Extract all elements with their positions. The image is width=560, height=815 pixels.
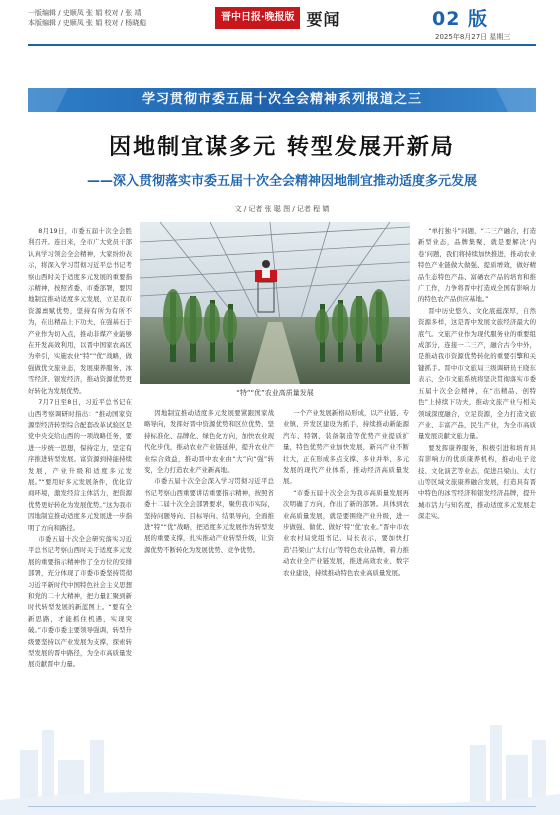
paragraph: 因地制宜推动适度多元发展要紧跟国家战略导向，发挥好晋中资源优势和区位优势，坚持标准化、品牌化、绿色化方向，加快农业现代化步伐，推动农业产业链延伸，提升农业产业综合效益，推动晋中农业由“大”向“强”转变，全力打造农业产业新高地。 [144,409,274,475]
article-byline: 文 / 记者 张 聪 图 / 记者 程 婧 [234,205,330,213]
decorative-skyline [0,690,560,815]
editor-credit-line-1: 一版编辑 / 史顺凤 张 娟 校对 / 张 靖 [28,9,142,17]
series-banner [28,88,536,112]
header-rule [28,44,536,46]
article-headline: 因地制宜谋多元 转型发展开新局 [109,134,455,160]
page-header [0,0,560,58]
page-number: 02 版 [432,8,489,30]
paragraph: “市委五届十次全会为我市高质量发展再次明确了方向，作出了新的部署。具体到农业高质量发展，就是要围绕产业升级，进一步做强、做优、做好‘特’‘优’农业。”晋中市农业农村局党组书记、局长表示，要加快打造‘吕梁山’‘太行山’等特色农业品牌，着力推动农业全产业链发展，推进高效农业、数字农业建设，持续推动特色农业高质量发展。 [283,488,409,577]
greenhouse-photo [140,222,410,384]
newspaper-logo: 晋中日报·晚报版 [215,7,300,29]
editor-credit-line-2: 本版编辑 / 史顺凤 张 娟 校对 / 杨晓彪 [28,19,147,27]
paragraph: 晋中历史悠久、文化底蕴深厚，自然资源多样，这是晋中发展文旅经济最大的底气。文旅产业作为现代服务业的重要组成部分，连接一二三产，融合古今中外，是推动我市资源优势转化的重要引擎和关键抓手。晋中市文旅局三级调研员王晓东表示，全市文旅系统将坚决贯彻落实市委五届十次全会精神，在“出精品、创特色”上持续下功夫，推动文旅产业与相关领域深度融合，立足资源，全力打造文旅产业、丰富产品，民生产业，为全市高质量发展贡献文旅力量。 [418,306,536,441]
article-subhead: ——深入贯彻落实市委五届十次全会精神因地制宜推动适度多元发展 [86,174,477,189]
paragraph: 市委五届十次全会研究落实习近平总书记考察山西时关于适度多元发展的重要指示精神作了全方位的安排部署，充分体现了市委市委坚持贯彻习近平新时代中国特色社会主义思想和党的二十大精神，把力量汇聚到新时代转型发展的新蓝图上。“要有全新思路，才能抓住机遇，实现突破。”市委市委主要领导强调，转型升级要坚持以产业发展为支撑，探索转型发展的晋中路径，为全市高质量发展贡献晋中力量。 [28,534,132,669]
issue-date: 2025年8月27日 星期三 [435,33,511,41]
masthead [215,6,341,30]
paragraph: 一个产业发展新格局形成，以产业链、专业镇、开发区建设为抓手，持续推动新能源汽车、特钢、装备制造等优势产业提质扩量，特色优势产业加快发展，新兴产业不断壮大，正在形成多点支撑、多业并举、多元发展的现代产业体系，推动经济高质量发展。 [283,409,409,486]
paragraph: “单打独斗”问题，“二三产融合，打造新型业态，品牌集聚，就是要解决‘内卷’问题，我们将持续加快推进，推动农业特色产业链做大做强、提质增效，做好精品生态特色产品、富硒农产品的培育和推广工作，力争将晋中打造成全国有影响力的特色农产品供应基地。” [418,227,536,304]
footer-rule [28,806,536,807]
banner-title: 学习贯彻市委五届十次全会精神系列报道之三 [141,92,422,107]
paragraph: 要发挥康养服务，积极引进和培育具有影响力的优质康养机构，推动电子竞技、文化演艺等业态，促进吕梁山、太行山等区域文旅康养融合发展，打造具有晋中特色的冰雪经济和银发经济品牌，提升城市活力与知名度，推动适度多元发展走深走实。 [418,443,536,521]
paragraph: 8月19日，市委五届十次全会胜利召开。连日来，全市广大党员干部认真学习领会全会精神，大家纷纷表示，将深入学习贯彻习近平总书记考察山西时关于适度多元发展的重要指示精神，按照省委、市委部署，要因地制宜推动适度多元发展，立足我市资源禀赋优势，坚持有所为有所不为，在出精品上下功夫，在强基石于产业作为切入点，推动非煤产业能够在开发高效利用，以晋中国家农高区为牵引，实施农业“特”“优”战略，做强做优文旅业态，发展康养服务、冰雪经济、银发经济，推动资源优势更好转化为发展优势。 [28,227,132,395]
paragraph: 市委五届十次全会深入学习贯彻习近平总书记考察山西重要讲话重要指示精神，按照省委十二届十次全会部署要求，聚焦我市实际，坚持问题导向、目标导向、结果导向，全面推进“特”“优”战略，把适度多元发展作为转型发展的重要支撑，扎实推动产业转型升级，让资源优势不断转化为发展优势、竞争优势。 [144,477,274,554]
greenhouse-illustration [140,222,410,384]
article-column-3 [283,408,409,708]
section-title: 要闻 [306,9,341,29]
paragraph: 7月7日至8日，习近平总书记在山西考察调研时指出：“推动国家资源型经济转型综合配套改革试验区是党中央交给山西的一项战略任务，要进一步统一思想，保持定力，坚定有序推进转型发展。富资源到持能持续发展，产业升级和适度多元发展。”“要用好多元发展条件，优化营商环境，激发经营主体活力，把资源优势更好转化为发展优势。”这为我市因地制宜推动适度多元发展进一步指明了方向和路径。 [28,398,132,532]
article-column-2 [144,408,274,708]
photo-caption: “特”“优”农业高质量发展 [236,389,314,397]
